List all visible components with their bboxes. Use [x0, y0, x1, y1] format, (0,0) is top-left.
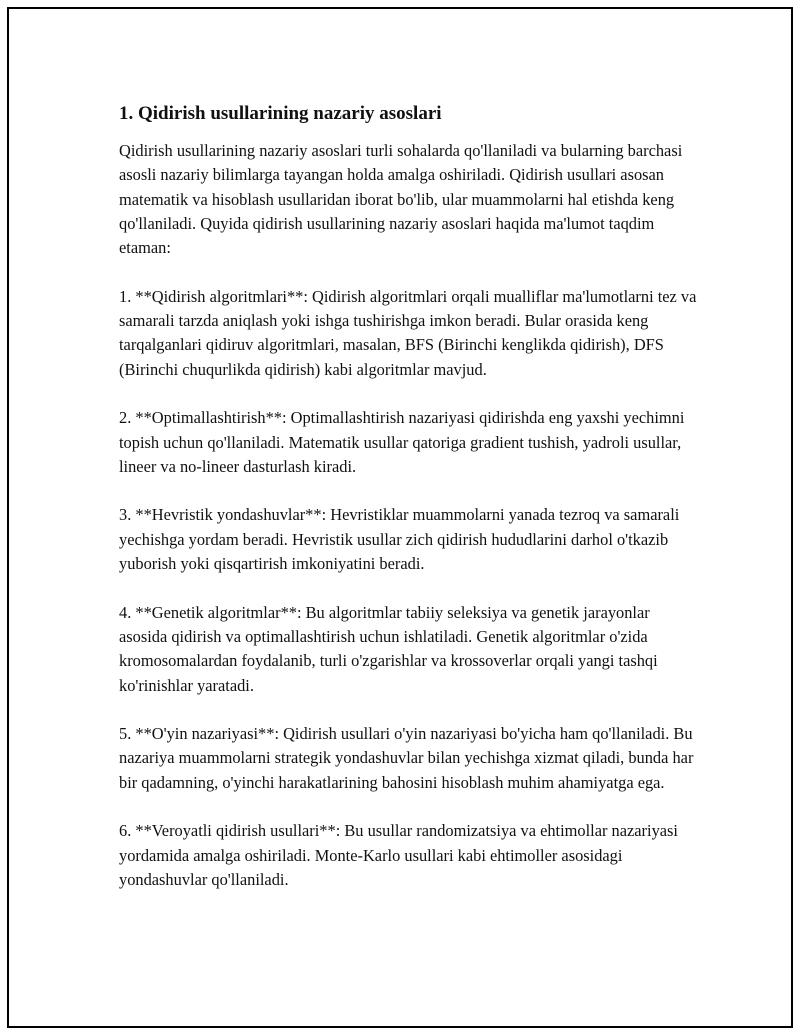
list-item-probabilistic-search: 6. **Veroyatli qidirish usullari**: Bu usullar randomizatsiya va ehtimollar nazariyasi yordamida amalga oshiriladi. Monte-Karlo usullari kabi ehtimoller asosidagi yondashuvlar qo'llaniladi.: [119, 821, 678, 889]
list-item-search-algorithms: 1. **Qidirish algoritmlari**: Qidirish algoritmlari orqali mualliflar ma'lumotlarni tez va samarali tarzda aniqlash yoki ishga tushirishga imkon beradi. Bular orasida keng tarqalganlari qidiruv algoritmlari, masalan, BFS (Birinchi kenglikda qidirish), DFS (Birinchi chuqurlikda qidirish) kabi algoritmlar mavjud.: [119, 286, 697, 379]
section-heading: 1. Qidirish usullarining nazariy asoslari: [119, 103, 442, 124]
list-item-optimization: 2. **Optimallashtirish**: Optimallashtirish nazariyasi qidirishda eng yaxshi yechimni topish uchun qo'llaniladi. Matematik usullar qatoriga gradient tushish, yadroli usullar, lineer va no-lineer dasturlash kiradi.: [119, 408, 685, 476]
list-item-game-theory: 5. **O'yin nazariyasi**: Qidirish usullari o'yin nazariyasi bo'yicha ham qo'llaniladi. Bu nazariya muammolarni strategik yondashuvlar bilan yechishga xizmat qiladi, bunda har bir qadamning, o'yinchi harakatlarining bahosini hisoblash muhim ahamiyatga ega.: [119, 724, 694, 792]
list-item-heuristics: 3. **Hevristik yondashuvlar**: Hevristiklar muammolarni yanada tezroq va samarali yechishga yordam beradi. Hevristik usullar zich qidirish hududlarini darhol o'tkazib yuborish yoki qisqartirish imkoniyatini beradi.: [119, 505, 680, 574]
list-item-genetic-algorithms: 4. **Genetik algoritmlar**: Bu algoritmlar tabiiy seleksiya va genetik jarayonlar asosida qidirish va optimallashtirish uchun ishlatiladi. Genetik algoritmlar o'zida kromosomalardan foydalanib, turli o'zgarishlar va krossoverlar orqali yangi tashqi ko'rinishlar yaratadi.: [119, 602, 658, 695]
document-body: [119, 101, 699, 892]
page-border: [7, 7, 793, 1028]
intro-paragraph: Qidirish usullarining nazariy asoslari turli sohalarda qo'llaniladi va bularning barchasi asosli nazariy bilimlarga tayangan holda amalga oshiriladi. Qidirish usullari asosan matematik va hisoblash usullaridan iborat bo'lib, ular muammolarni hal etishda keng qo'llaniladi. Quyida qidirish usullarining nazariy asoslari haqida ma'lumot taqdim etaman:: [119, 141, 683, 258]
